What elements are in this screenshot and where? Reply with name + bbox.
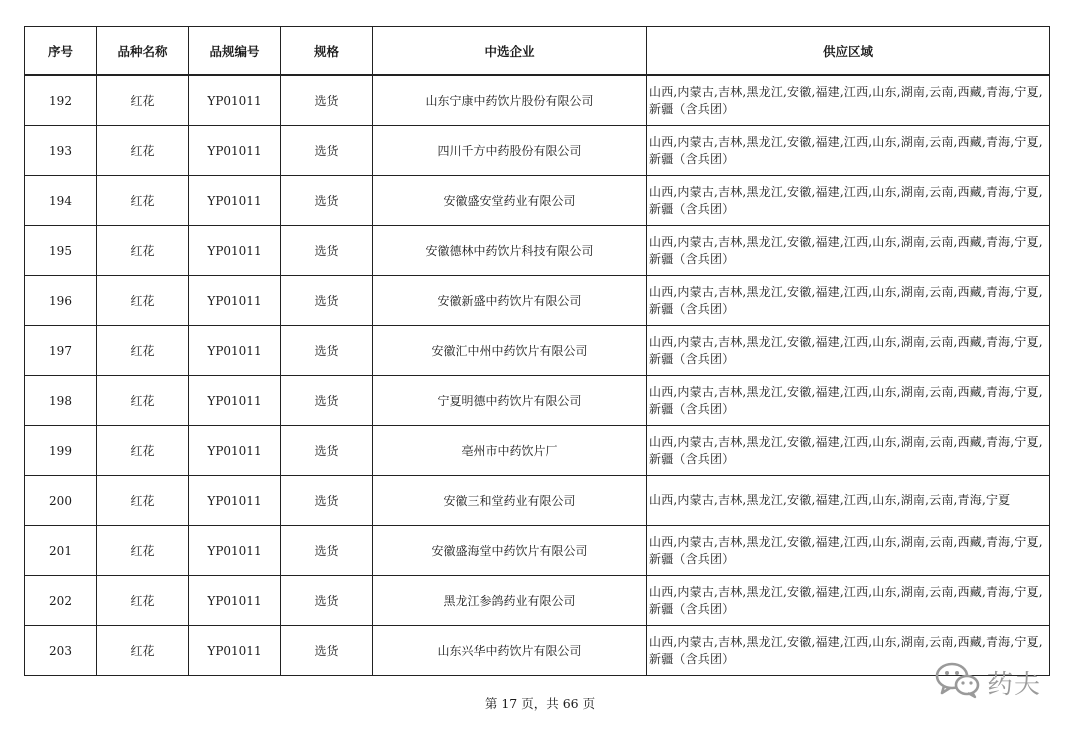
company-cell: 山东兴华中药饮片有限公司 bbox=[373, 626, 647, 676]
specification-cell: 选货 bbox=[281, 276, 373, 326]
variety-name-cell: 红花 bbox=[97, 576, 189, 626]
supply-region-cell: 山西,内蒙古,吉林,黑龙江,安徽,福建,江西,山东,湖南,云南,西藏,青海,宁夏,新疆（含兵团） bbox=[647, 75, 1050, 126]
specification-cell: 选货 bbox=[281, 476, 373, 526]
header-row bbox=[25, 27, 1050, 76]
table-body bbox=[25, 75, 1050, 676]
watermark-text: 药夫 bbox=[987, 669, 1042, 700]
spec-code-cell: YP01011 bbox=[189, 626, 281, 676]
serial-number-cell: 194 bbox=[25, 176, 97, 226]
specification-cell: 选货 bbox=[281, 576, 373, 626]
company-cell: 安徽新盛中药饮片有限公司 bbox=[373, 276, 647, 326]
serial-number-cell: 197 bbox=[25, 326, 97, 376]
variety-name-cell: 红花 bbox=[97, 176, 189, 226]
header-spec-code: 品规编号 bbox=[189, 27, 281, 76]
wechat-icon bbox=[935, 660, 981, 704]
table-header bbox=[25, 27, 1050, 76]
serial-number-cell: 201 bbox=[25, 526, 97, 576]
current-page-number: 17 bbox=[501, 696, 518, 711]
specification-cell: 选货 bbox=[281, 526, 373, 576]
serial-number-cell: 200 bbox=[25, 476, 97, 526]
table-row bbox=[25, 126, 1050, 176]
supply-region-cell: 山西,内蒙古,吉林,黑龙江,安徽,福建,江西,山东,湖南,云南,西藏,青海,宁夏,新疆（含兵团） bbox=[647, 276, 1050, 326]
supply-region-cell: 山西,内蒙古,吉林,黑龙江,安徽,福建,江西,山东,湖南,云南,西藏,青海,宁夏,新疆（含兵团） bbox=[647, 626, 1050, 676]
specification-cell: 选货 bbox=[281, 176, 373, 226]
specification-cell: 选货 bbox=[281, 226, 373, 276]
spec-code-cell: YP01011 bbox=[189, 226, 281, 276]
serial-number-cell: 203 bbox=[25, 626, 97, 676]
page-label-suffix: 页 bbox=[578, 696, 596, 711]
selection-results-table bbox=[24, 26, 1050, 676]
supply-region-cell: 山西,内蒙古,吉林,黑龙江,安徽,福建,江西,山东,湖南,云南,西藏,青海,宁夏,新疆（含兵团） bbox=[647, 326, 1050, 376]
company-cell: 山东宁康中药饮片股份有限公司 bbox=[373, 75, 647, 126]
company-cell: 亳州市中药饮片厂 bbox=[373, 426, 647, 476]
variety-name-cell: 红花 bbox=[97, 626, 189, 676]
table-row bbox=[25, 576, 1050, 626]
supply-region-cell: 山西,内蒙古,吉林,黑龙江,安徽,福建,江西,山东,湖南,云南,西藏,青海,宁夏,新疆（含兵团） bbox=[647, 376, 1050, 426]
supply-region-cell: 山西,内蒙古,吉林,黑龙江,安徽,福建,江西,山东,湖南,云南,西藏,青海,宁夏,新疆（含兵团） bbox=[647, 126, 1050, 176]
company-cell: 安徽德林中药饮片科技有限公司 bbox=[373, 226, 647, 276]
company-cell: 安徽盛海堂中药饮片有限公司 bbox=[373, 526, 647, 576]
table-row bbox=[25, 276, 1050, 326]
page-label-mid: 页，共 bbox=[517, 696, 563, 711]
variety-name-cell: 红花 bbox=[97, 226, 189, 276]
company-cell: 黑龙江参鸽药业有限公司 bbox=[373, 576, 647, 626]
supply-region-cell: 山西,内蒙古,吉林,黑龙江,安徽,福建,江西,山东,湖南,云南,西藏,青海,宁夏,新疆（含兵团） bbox=[647, 576, 1050, 626]
spec-code-cell: YP01011 bbox=[189, 75, 281, 126]
spec-code-cell: YP01011 bbox=[189, 126, 281, 176]
company-cell: 安徽盛安堂药业有限公司 bbox=[373, 176, 647, 226]
variety-name-cell: 红花 bbox=[97, 75, 189, 126]
serial-number-cell: 196 bbox=[25, 276, 97, 326]
supply-region-cell: 山西,内蒙古,吉林,黑龙江,安徽,福建,江西,山东,湖南,云南,西藏,青海,宁夏,新疆（含兵团） bbox=[647, 526, 1050, 576]
table-row bbox=[25, 376, 1050, 426]
header-supply-region: 供应区域 bbox=[647, 27, 1050, 76]
spec-code-cell: YP01011 bbox=[189, 426, 281, 476]
serial-number-cell: 195 bbox=[25, 226, 97, 276]
variety-name-cell: 红花 bbox=[97, 126, 189, 176]
serial-number-cell: 198 bbox=[25, 376, 97, 426]
supply-region-cell: 山西,内蒙古,吉林,黑龙江,安徽,福建,江西,山东,湖南,云南,西藏,青海,宁夏,新疆（含兵团） bbox=[647, 226, 1050, 276]
variety-name-cell: 红花 bbox=[97, 526, 189, 576]
serial-number-cell: 192 bbox=[25, 75, 97, 126]
specification-cell: 选货 bbox=[281, 426, 373, 476]
spec-code-cell: YP01011 bbox=[189, 176, 281, 226]
serial-number-cell: 202 bbox=[25, 576, 97, 626]
variety-name-cell: 红花 bbox=[97, 326, 189, 376]
company-cell: 安徽汇中州中药饮片有限公司 bbox=[373, 326, 647, 376]
spec-code-cell: YP01011 bbox=[189, 476, 281, 526]
spec-code-cell: YP01011 bbox=[189, 576, 281, 626]
page-label-prefix: 第 bbox=[484, 696, 502, 711]
header-selected-company: 中选企业 bbox=[373, 27, 647, 76]
header-variety-name: 品种名称 bbox=[97, 27, 189, 76]
serial-number-cell: 199 bbox=[25, 426, 97, 476]
table-row bbox=[25, 526, 1050, 576]
table-row bbox=[25, 326, 1050, 376]
table-row bbox=[25, 226, 1050, 276]
specification-cell: 选货 bbox=[281, 326, 373, 376]
spec-code-cell: YP01011 bbox=[189, 376, 281, 426]
specification-cell: 选货 bbox=[281, 376, 373, 426]
specification-cell: 选货 bbox=[281, 126, 373, 176]
supply-region-cell: 山西,内蒙古,吉林,黑龙江,安徽,福建,江西,山东,湖南,云南,西藏,青海,宁夏,新疆（含兵团） bbox=[647, 176, 1050, 226]
watermark-brand bbox=[935, 660, 1041, 704]
serial-number-cell: 193 bbox=[25, 126, 97, 176]
variety-name-cell: 红花 bbox=[97, 276, 189, 326]
spec-code-cell: YP01011 bbox=[189, 276, 281, 326]
spec-code-cell: YP01011 bbox=[189, 526, 281, 576]
variety-name-cell: 红花 bbox=[97, 476, 189, 526]
page-footer bbox=[0, 694, 1080, 712]
company-cell: 四川千方中药股份有限公司 bbox=[373, 126, 647, 176]
table-row bbox=[25, 176, 1050, 226]
specification-cell: 选货 bbox=[281, 626, 373, 676]
header-serial-number: 序号 bbox=[25, 27, 97, 76]
table-row bbox=[25, 75, 1050, 126]
total-pages-number: 66 bbox=[562, 696, 579, 711]
table-row bbox=[25, 476, 1050, 526]
supply-region-cell: 山西,内蒙古,吉林,黑龙江,安徽,福建,江西,山东,湖南,云南,青海,宁夏 bbox=[647, 476, 1050, 526]
variety-name-cell: 红花 bbox=[97, 376, 189, 426]
variety-name-cell: 红花 bbox=[97, 426, 189, 476]
supply-region-cell: 山西,内蒙古,吉林,黑龙江,安徽,福建,江西,山东,湖南,云南,西藏,青海,宁夏,新疆（含兵团） bbox=[647, 426, 1050, 476]
spec-code-cell: YP01011 bbox=[189, 326, 281, 376]
table-row bbox=[25, 626, 1050, 676]
header-specification: 规格 bbox=[281, 27, 373, 76]
table-row bbox=[25, 426, 1050, 476]
specification-cell: 选货 bbox=[281, 75, 373, 126]
company-cell: 安徽三和堂药业有限公司 bbox=[373, 476, 647, 526]
company-cell: 宁夏明德中药饮片有限公司 bbox=[373, 376, 647, 426]
